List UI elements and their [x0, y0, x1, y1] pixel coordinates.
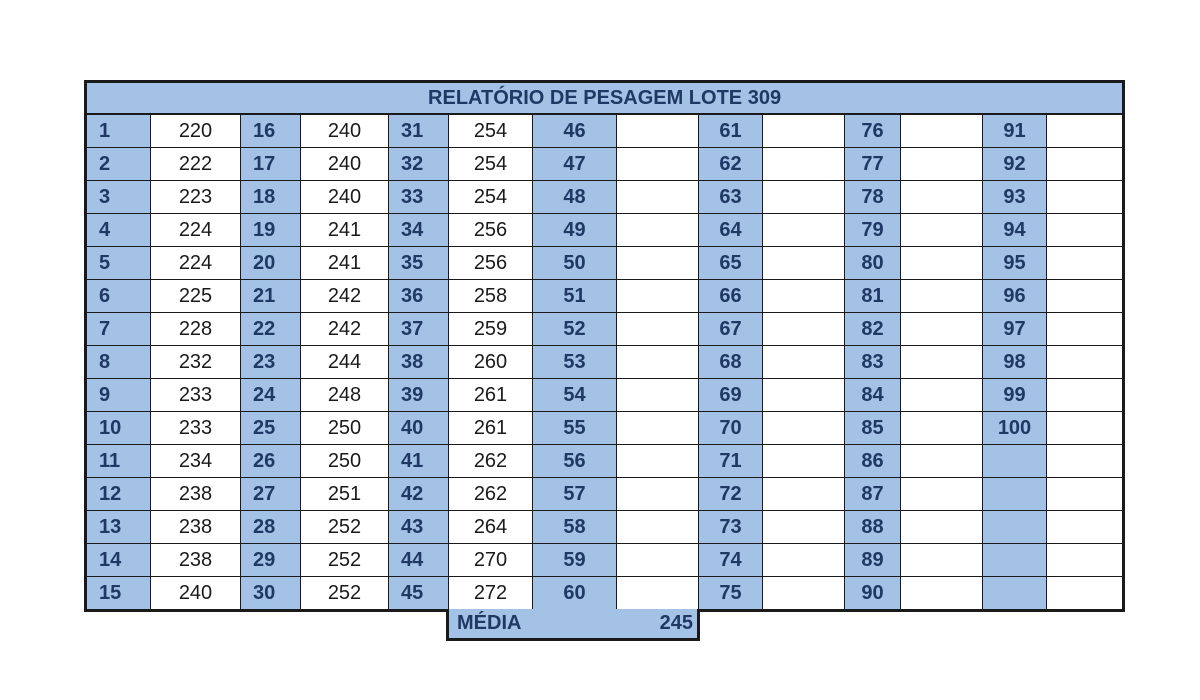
animal-number: 78	[845, 181, 901, 214]
table-row	[86, 214, 1124, 247]
animal-number: 89	[845, 544, 901, 577]
animal-number: 16	[241, 114, 301, 148]
animal-number: 44	[389, 544, 449, 577]
animal-number: 50	[533, 247, 617, 280]
animal-number: 4	[86, 214, 151, 247]
animal-number: 53	[533, 346, 617, 379]
animal-number: 47	[533, 148, 617, 181]
animal-weight	[1047, 214, 1124, 247]
animal-number: 81	[845, 280, 901, 313]
animal-weight	[763, 313, 845, 346]
animal-number: 19	[241, 214, 301, 247]
animal-weight	[763, 148, 845, 181]
animal-number: 66	[699, 280, 763, 313]
animal-weight	[617, 511, 699, 544]
animal-number: 95	[983, 247, 1047, 280]
animal-weight: 254	[449, 148, 533, 181]
animal-number	[983, 478, 1047, 511]
animal-number: 70	[699, 412, 763, 445]
animal-number: 39	[389, 379, 449, 412]
animal-weight	[763, 544, 845, 577]
animal-number: 98	[983, 346, 1047, 379]
animal-number: 85	[845, 412, 901, 445]
animal-number: 13	[86, 511, 151, 544]
animal-number: 29	[241, 544, 301, 577]
animal-weight	[617, 412, 699, 445]
animal-weight: 252	[301, 577, 389, 611]
animal-number: 52	[533, 313, 617, 346]
animal-number: 37	[389, 313, 449, 346]
table-row	[86, 346, 1124, 379]
animal-weight	[763, 445, 845, 478]
animal-number: 77	[845, 148, 901, 181]
animal-weight	[1047, 544, 1124, 577]
animal-number: 68	[699, 346, 763, 379]
animal-weight	[1047, 478, 1124, 511]
animal-number: 100	[983, 412, 1047, 445]
animal-number: 60	[533, 577, 617, 611]
animal-weight: 233	[151, 412, 241, 445]
animal-weight: 241	[301, 214, 389, 247]
animal-number: 1	[86, 114, 151, 148]
animal-number: 91	[983, 114, 1047, 148]
animal-weight: 242	[301, 280, 389, 313]
animal-number: 33	[389, 181, 449, 214]
animal-number: 5	[86, 247, 151, 280]
animal-weight	[1047, 280, 1124, 313]
animal-number: 17	[241, 148, 301, 181]
animal-number: 63	[699, 181, 763, 214]
animal-weight	[1047, 346, 1124, 379]
animal-weight: 240	[151, 577, 241, 611]
animal-weight	[1047, 445, 1124, 478]
animal-weight: 233	[151, 379, 241, 412]
animal-number: 30	[241, 577, 301, 611]
animal-weight: 228	[151, 313, 241, 346]
animal-weight	[617, 544, 699, 577]
animal-number: 32	[389, 148, 449, 181]
animal-number: 40	[389, 412, 449, 445]
animal-weight	[1047, 511, 1124, 544]
table-row	[86, 247, 1124, 280]
animal-weight	[1047, 379, 1124, 412]
table-row	[86, 181, 1124, 214]
table-row	[86, 412, 1124, 445]
animal-weight: 242	[301, 313, 389, 346]
animal-weight: 222	[151, 148, 241, 181]
animal-number: 90	[845, 577, 901, 611]
animal-weight	[1047, 181, 1124, 214]
animal-weight	[617, 280, 699, 313]
average-label: MÉDIA	[457, 612, 522, 634]
animal-number: 67	[699, 313, 763, 346]
animal-weight: 244	[301, 346, 389, 379]
animal-weight: 248	[301, 379, 389, 412]
animal-weight: 259	[449, 313, 533, 346]
animal-number: 46	[533, 114, 617, 148]
animal-number: 48	[533, 181, 617, 214]
animal-weight: 256	[449, 247, 533, 280]
animal-weight	[901, 445, 983, 478]
animal-weight	[763, 511, 845, 544]
animal-weight	[763, 577, 845, 611]
table-row	[86, 577, 1124, 611]
animal-number: 7	[86, 313, 151, 346]
animal-weight	[617, 247, 699, 280]
animal-number	[983, 577, 1047, 611]
animal-weight	[617, 148, 699, 181]
animal-weight	[617, 445, 699, 478]
animal-number: 43	[389, 511, 449, 544]
animal-weight	[901, 544, 983, 577]
animal-number: 83	[845, 346, 901, 379]
animal-number: 84	[845, 379, 901, 412]
animal-number: 42	[389, 478, 449, 511]
animal-number: 14	[86, 544, 151, 577]
table-row	[86, 379, 1124, 412]
animal-weight	[617, 379, 699, 412]
animal-weight: 270	[449, 544, 533, 577]
animal-number: 59	[533, 544, 617, 577]
animal-weight: 225	[151, 280, 241, 313]
table-row	[86, 313, 1124, 346]
animal-number: 71	[699, 445, 763, 478]
animal-number: 76	[845, 114, 901, 148]
animal-weight: 258	[449, 280, 533, 313]
animal-number: 88	[845, 511, 901, 544]
animal-weight	[901, 412, 983, 445]
animal-weight: 252	[301, 511, 389, 544]
animal-weight	[763, 280, 845, 313]
animal-number: 94	[983, 214, 1047, 247]
animal-number: 23	[241, 346, 301, 379]
animal-number: 65	[699, 247, 763, 280]
animal-number: 36	[389, 280, 449, 313]
animal-weight	[901, 114, 983, 148]
animal-weight	[901, 577, 983, 611]
animal-number: 22	[241, 313, 301, 346]
animal-number: 55	[533, 412, 617, 445]
animal-weight	[617, 114, 699, 148]
table-row	[86, 544, 1124, 577]
animal-weight	[901, 280, 983, 313]
animal-weight: 256	[449, 214, 533, 247]
animal-number: 6	[86, 280, 151, 313]
animal-number: 18	[241, 181, 301, 214]
animal-weight	[763, 114, 845, 148]
animal-weight: 254	[449, 181, 533, 214]
average-box	[446, 609, 700, 641]
animal-weight	[1047, 577, 1124, 611]
animal-number: 2	[86, 148, 151, 181]
animal-weight: 254	[449, 114, 533, 148]
animal-number: 75	[699, 577, 763, 611]
animal-weight: 224	[151, 247, 241, 280]
animal-weight	[763, 181, 845, 214]
animal-number: 10	[86, 412, 151, 445]
animal-number: 20	[241, 247, 301, 280]
animal-weight: 240	[301, 181, 389, 214]
animal-weight: 223	[151, 181, 241, 214]
animal-weight: 241	[301, 247, 389, 280]
animal-number: 92	[983, 148, 1047, 181]
animal-weight	[763, 346, 845, 379]
animal-number: 28	[241, 511, 301, 544]
animal-weight: 272	[449, 577, 533, 611]
animal-number: 24	[241, 379, 301, 412]
animal-weight: 238	[151, 544, 241, 577]
animal-number: 73	[699, 511, 763, 544]
animal-number: 54	[533, 379, 617, 412]
animal-number: 96	[983, 280, 1047, 313]
animal-weight	[1047, 148, 1124, 181]
animal-number: 35	[389, 247, 449, 280]
animal-number	[983, 445, 1047, 478]
animal-number: 80	[845, 247, 901, 280]
animal-weight: 261	[449, 379, 533, 412]
animal-number: 31	[389, 114, 449, 148]
animal-number: 79	[845, 214, 901, 247]
animal-weight: 232	[151, 346, 241, 379]
weighing-report	[84, 80, 1122, 612]
animal-weight	[617, 346, 699, 379]
animal-number: 61	[699, 114, 763, 148]
weighing-table	[84, 80, 1125, 612]
animal-weight	[901, 181, 983, 214]
animal-weight: 252	[301, 544, 389, 577]
animal-weight	[901, 379, 983, 412]
animal-weight: 261	[449, 412, 533, 445]
animal-number: 3	[86, 181, 151, 214]
animal-number: 49	[533, 214, 617, 247]
animal-weight	[901, 346, 983, 379]
animal-number: 69	[699, 379, 763, 412]
animal-number: 58	[533, 511, 617, 544]
animal-weight: 220	[151, 114, 241, 148]
animal-weight	[617, 214, 699, 247]
animal-weight	[763, 214, 845, 247]
animal-number: 72	[699, 478, 763, 511]
animal-weight: 264	[449, 511, 533, 544]
animal-weight	[763, 247, 845, 280]
animal-weight: 260	[449, 346, 533, 379]
animal-number: 87	[845, 478, 901, 511]
animal-number: 12	[86, 478, 151, 511]
animal-number: 62	[699, 148, 763, 181]
animal-weight	[901, 478, 983, 511]
animal-number	[983, 544, 1047, 577]
animal-number: 97	[983, 313, 1047, 346]
animal-weight	[1047, 247, 1124, 280]
animal-number: 9	[86, 379, 151, 412]
animal-weight	[901, 214, 983, 247]
animal-number: 93	[983, 181, 1047, 214]
animal-weight: 240	[301, 114, 389, 148]
animal-number: 51	[533, 280, 617, 313]
animal-number: 57	[533, 478, 617, 511]
animal-number: 56	[533, 445, 617, 478]
animal-number: 27	[241, 478, 301, 511]
animal-weight	[617, 181, 699, 214]
animal-number	[983, 511, 1047, 544]
animal-weight: 251	[301, 478, 389, 511]
animal-weight: 224	[151, 214, 241, 247]
animal-number: 11	[86, 445, 151, 478]
animal-number: 86	[845, 445, 901, 478]
animal-weight	[763, 478, 845, 511]
animal-number: 45	[389, 577, 449, 611]
animal-number: 25	[241, 412, 301, 445]
animal-weight	[901, 247, 983, 280]
animal-number: 74	[699, 544, 763, 577]
animal-weight: 262	[449, 478, 533, 511]
animal-number: 15	[86, 577, 151, 611]
animal-weight	[763, 412, 845, 445]
table-row	[86, 511, 1124, 544]
animal-number: 8	[86, 346, 151, 379]
animal-weight	[901, 511, 983, 544]
animal-number: 26	[241, 445, 301, 478]
animal-weight	[617, 478, 699, 511]
animal-weight: 250	[301, 445, 389, 478]
table-row	[86, 280, 1124, 313]
animal-weight: 240	[301, 148, 389, 181]
animal-weight: 238	[151, 511, 241, 544]
animal-weight	[617, 313, 699, 346]
animal-number: 64	[699, 214, 763, 247]
animal-weight	[1047, 114, 1124, 148]
table-row	[86, 445, 1124, 478]
table-row	[86, 148, 1124, 181]
table-row	[86, 114, 1124, 148]
table-row	[86, 478, 1124, 511]
animal-weight	[617, 577, 699, 611]
animal-weight: 250	[301, 412, 389, 445]
table-body	[86, 114, 1124, 611]
animal-number: 99	[983, 379, 1047, 412]
animal-weight	[1047, 412, 1124, 445]
animal-number: 82	[845, 313, 901, 346]
animal-number: 41	[389, 445, 449, 478]
animal-number: 34	[389, 214, 449, 247]
report-title: RELATÓRIO DE PESAGEM LOTE 309	[86, 82, 1124, 115]
animal-weight	[1047, 313, 1124, 346]
animal-weight: 262	[449, 445, 533, 478]
animal-number: 38	[389, 346, 449, 379]
animal-weight	[901, 148, 983, 181]
animal-weight	[763, 379, 845, 412]
animal-weight: 238	[151, 478, 241, 511]
animal-weight	[901, 313, 983, 346]
animal-number: 21	[241, 280, 301, 313]
animal-weight: 234	[151, 445, 241, 478]
average-value: 245	[659, 612, 693, 634]
